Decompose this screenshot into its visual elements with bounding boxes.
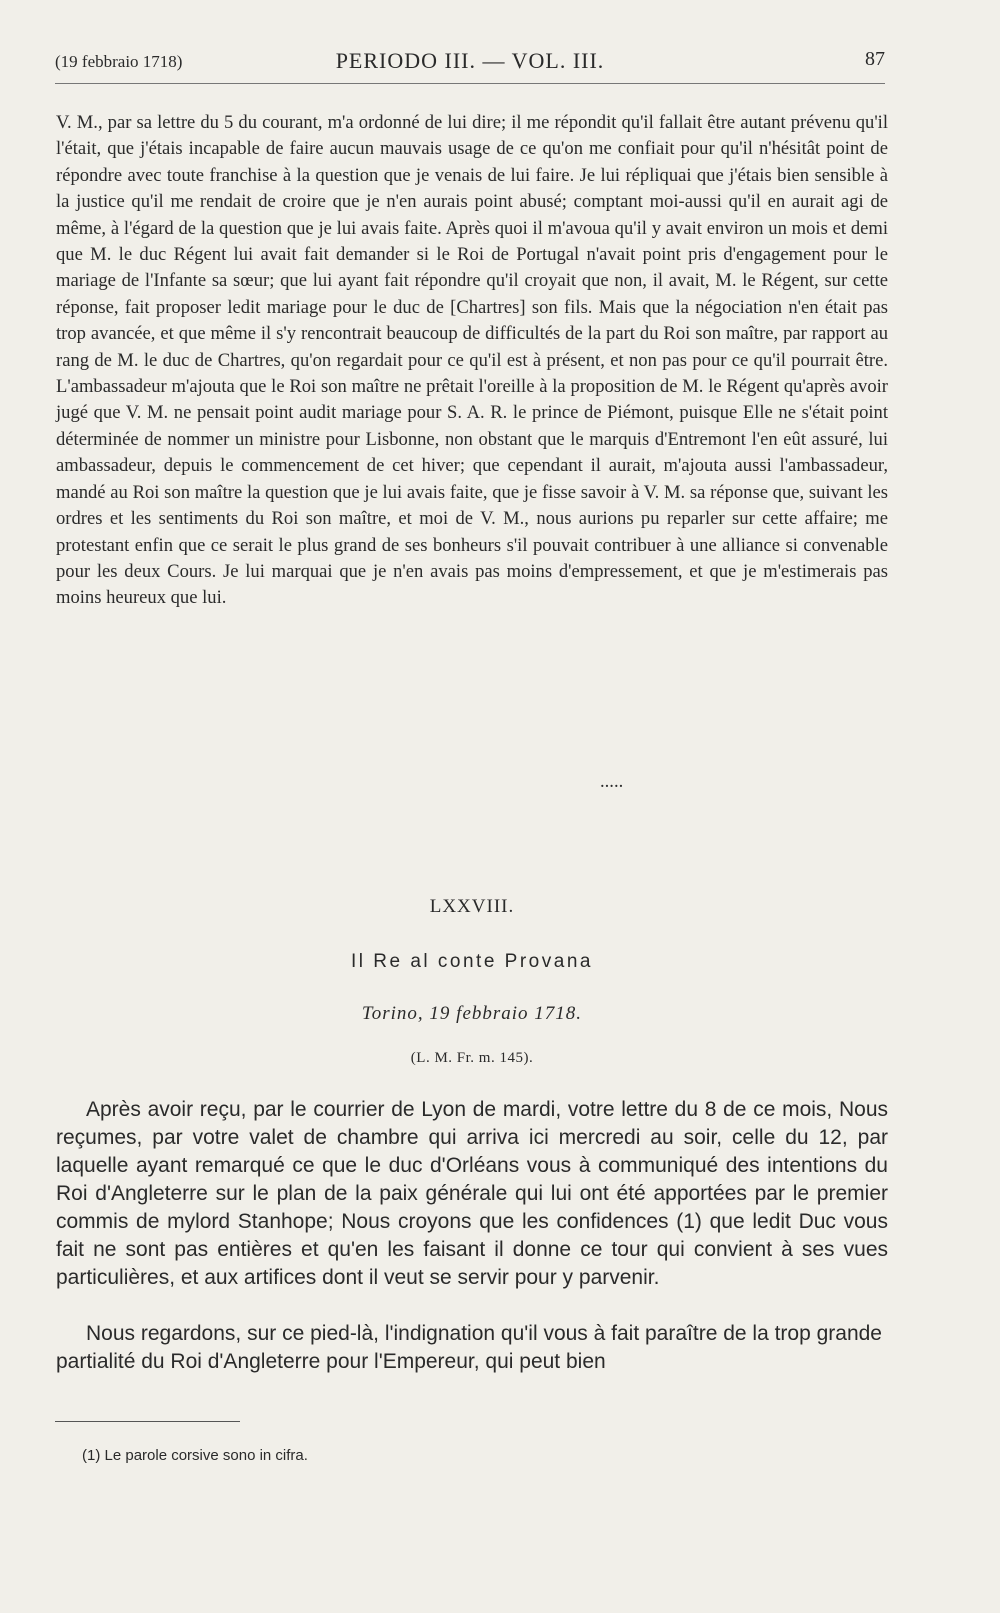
letter-paragraph: V. M., par sa lettre du 5 du courant, m'a ordonné de lui dire; il me répondit qu'il fallait être autant prévenu qu'il l'était, que j'étais incapable de faire aucun mauvais usage de ce qu'on me confiait pour qu'il n'hésitât point de répondre avec toute franchise à la question que je venais de lui faire. Je lui répliquai que j'étais bien sensible à la justice qu'il me rendait de croire que je n'en aurais point abusé; comptant moi-aussi qu'il en aurait agi de même, à l'égard de la question que je lui avais faite. Après quoi il m'avoua qu'il y avait environ un mois et demi que M. le duc Régent lui avait fait demander si le Roi de Portugal n'avait point pris d'engagement pour le mariage de l'Infante sa sœur; que lui ayant fait répondre qu'il croyait que non, il avait, M. le Régent, sur cette réponse, fait proposer ledit mariage pour le duc de [Chartres] son fils. Mais que la négociation n'en était pas trop avancée, et que même il s'y rencontrait beaucoup de difficultés de la part du Roi son maître, par rapport au rang de M. le duc de Chartres, qu'on regardait pour ce qu'il est à présent, et non pas pour ce qu'il pourrait être. L'ambassadeur m'ajouta que le Roi son maître ne prêtait l'oreille à la proposition de M. le Régent qu'après avoir jugé que V. M. ne pensait point audit mariage pour S. A. R. le prince de Piémont, puisque Elle ne s'était point déterminée de nommer un ministre pour Lisbonne, non obstant que le marquis d'Entremont l'en eût assuré, lui ambassadeur, depuis le commencement de cet hiver; que cependant il aurait, m'ajouta aussi l'ambassadeur, mandé au Roi son maître la question que je lui avais faite, que je fisse savoir à V. M. sa réponse que, suivant les ordres et les sentiments du Roi son maître, et moi de V. M., nous aurions pu reparler sur cette affaire; me protestant enfin que ce serait le plus grand de ses bonheurs s'il pouvait contribuer à une alliance si convenable pour les deux Cours. Je lui marquai que je n'en avais pas moins d'empressement, et que je m'estimerais pas moins heureux que lui.: [56, 112, 888, 609]
header-title: PERIODO III. — VOL. III.: [335, 48, 605, 73]
footnote: (1) Le parole corsive sono in cifra.: [82, 1447, 308, 1464]
document-number: LXXVIII.: [429, 896, 515, 917]
page-number: 87: [865, 48, 885, 70]
footnote-rule: [55, 1421, 240, 1422]
body-text-2: Nous regardons, sur ce pied-là, l'indignation qu'il vous à fait paraître de la trop grande partialité du Roi d'Angleterre pour l'Empereur, qui peut bien: [56, 1322, 882, 1373]
body-paragraph-2: [56, 1320, 888, 1376]
archival-source: (L. M. Fr. m. 145).: [410, 1050, 534, 1066]
place-date: Torino, 19 febbraio 1718.: [361, 1003, 583, 1024]
letter-ellipsis: .....: [600, 771, 624, 792]
running-header: [55, 48, 885, 76]
header-rule: [55, 83, 885, 84]
header-date: (19 febbraio 1718): [55, 52, 183, 71]
document-address: Il Re al conte Provana: [351, 951, 593, 972]
body-text-1: Après avoir reçu, par le courrier de Lyon de mardi, votre lettre du 8 de ce mois, Nous reçumes, par votre valet de chambre qui arriva ici mercredi au soir, celle du 12, par laquelle ayant remarqué ce que le duc d'Orléans vous à communiqué des intentions du Roi d'Angleterre sur le plan de la paix générale qui lui ont été apportées par le premier commis de mylord Stanhope; Nous croyons que les confidences (1) que ledit Duc vous fait ne sont pas entières et qu'en les faisant il donne ce tour qui convient à ses vues particulières, et aux artifices dont il veut se servir pour y parvenir.: [56, 1098, 888, 1289]
body-paragraph-1: [56, 1096, 888, 1292]
